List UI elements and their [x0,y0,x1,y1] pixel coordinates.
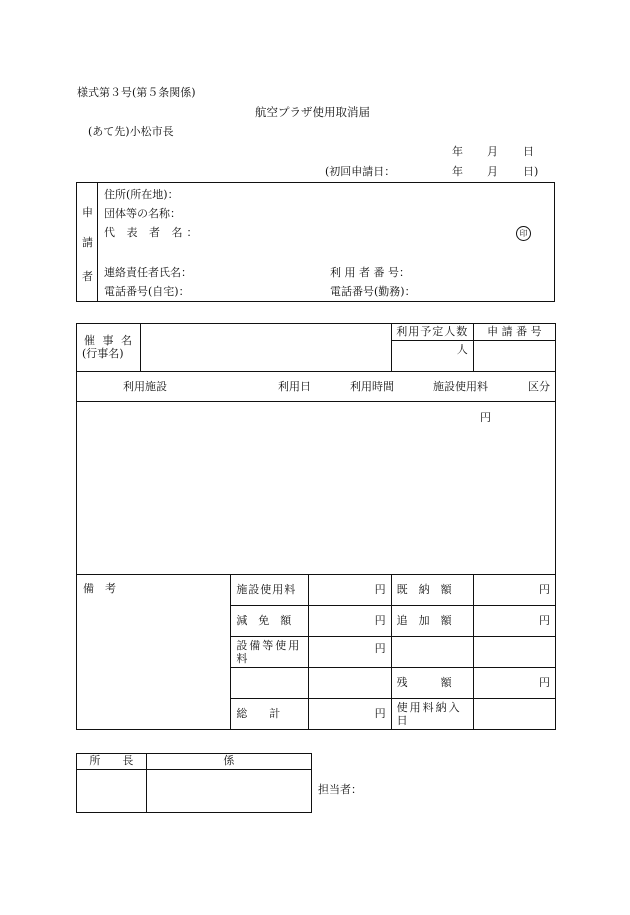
additional-yen-unit: 円 [539,613,550,627]
staff-label: 係 [146,754,311,770]
total-label: 総 計 [231,699,309,730]
user-number-label: 利 用 者 番 号： [330,266,410,279]
phone-home-label: 電話番号(自宅)： [104,285,190,298]
paid-label: 既 納 額 [391,575,473,606]
equipment-fee-yen-unit: 円 [374,642,386,655]
application-number-label: 申 請 番 号 [473,324,555,341]
facility-entries-area[interactable] [77,402,556,575]
event-name-value[interactable] [141,324,392,372]
empty-label-cell [391,637,473,668]
fee-payment-date-label: 使用料納入日 [391,699,473,730]
fee-payment-date-value[interactable] [473,699,555,730]
balance-value[interactable] [473,668,555,699]
staff-stamp-cell[interactable] [146,770,311,813]
facility-header-row [77,372,556,402]
first-date-year: 年 [452,165,463,178]
total-value[interactable] [309,699,391,730]
applicant-label-column [77,183,98,301]
addressee: (あて先)小松市長 [88,125,174,138]
event-name-label-1: 催 事 名 [84,333,134,347]
first-date-day: 日) [523,165,539,178]
director-stamp-cell[interactable] [77,770,147,813]
additional-label: 追 加 額 [391,606,473,637]
first-date-month: 月 [487,165,498,178]
balance-label: 残 額 [391,668,473,699]
contact-person-label: 連絡責任者氏名： [104,266,192,279]
applicant-label-2: 請 [82,236,93,249]
first-application-date-label: (初回申請日： [325,165,396,178]
header-fee: 施設使用料 [433,380,488,393]
date-year: 年 [452,145,463,158]
paid-value[interactable] [473,575,555,606]
address-label: 住所(所在地)： [104,188,179,201]
facility-fee-value[interactable] [309,575,391,606]
reduction-label: 減 免 額 [231,606,309,637]
facility-fee-label: 施設使用料 [231,575,309,606]
event-name-label-cell [77,324,141,372]
paid-yen-unit: 円 [539,582,550,596]
remarks-label: 備 考 [83,582,116,595]
expected-attendees-label: 利用予定人数 [391,324,473,341]
remarks-cell[interactable] [77,575,231,730]
date-month: 月 [487,145,498,158]
event-name-label-2: (行事名) [82,346,124,360]
header-facility: 利用施設 [123,380,167,393]
applicant-label-1: 申 [82,206,93,219]
organization-label: 団体等の名称： [104,207,181,220]
representative-label: 代 表 者 名： [104,226,202,239]
person-in-charge-label: 担当者： [318,783,362,796]
form-number: 様式第３号(第５条関係) [77,86,196,99]
facility-fee-yen-unit: 円 [374,582,386,596]
facility-fee-yen: 円 [480,411,491,424]
reduction-yen-unit: 円 [374,613,386,627]
header-date: 利用日 [278,380,311,393]
application-number-value[interactable] [473,341,555,372]
usage-table [76,323,556,730]
empty-value-cell [473,637,555,668]
balance-yen-unit: 円 [539,675,550,689]
reduction-value[interactable] [309,606,391,637]
total-yen-unit: 円 [374,706,386,720]
date-day: 日 [523,145,534,158]
blank-value-cell[interactable] [309,668,391,699]
blank-label-cell [231,668,309,699]
page-title: 航空プラザ使用取消届 [255,105,370,119]
equipment-fee-value[interactable] [309,637,391,668]
additional-value[interactable] [473,606,555,637]
office-use-table [76,753,312,813]
expected-attendees-value[interactable] [391,341,473,372]
header-category: 区分 [528,380,550,393]
phone-work-label: 電話番号(勤務)： [330,285,416,298]
seal-mark: 印 [516,226,531,241]
applicant-label-3: 者 [82,270,93,283]
header-time: 利用時間 [350,380,394,393]
equipment-fee-label: 設備等使用料 [231,637,309,668]
people-unit: 人 [456,343,468,356]
director-label: 所 長 [77,754,147,770]
